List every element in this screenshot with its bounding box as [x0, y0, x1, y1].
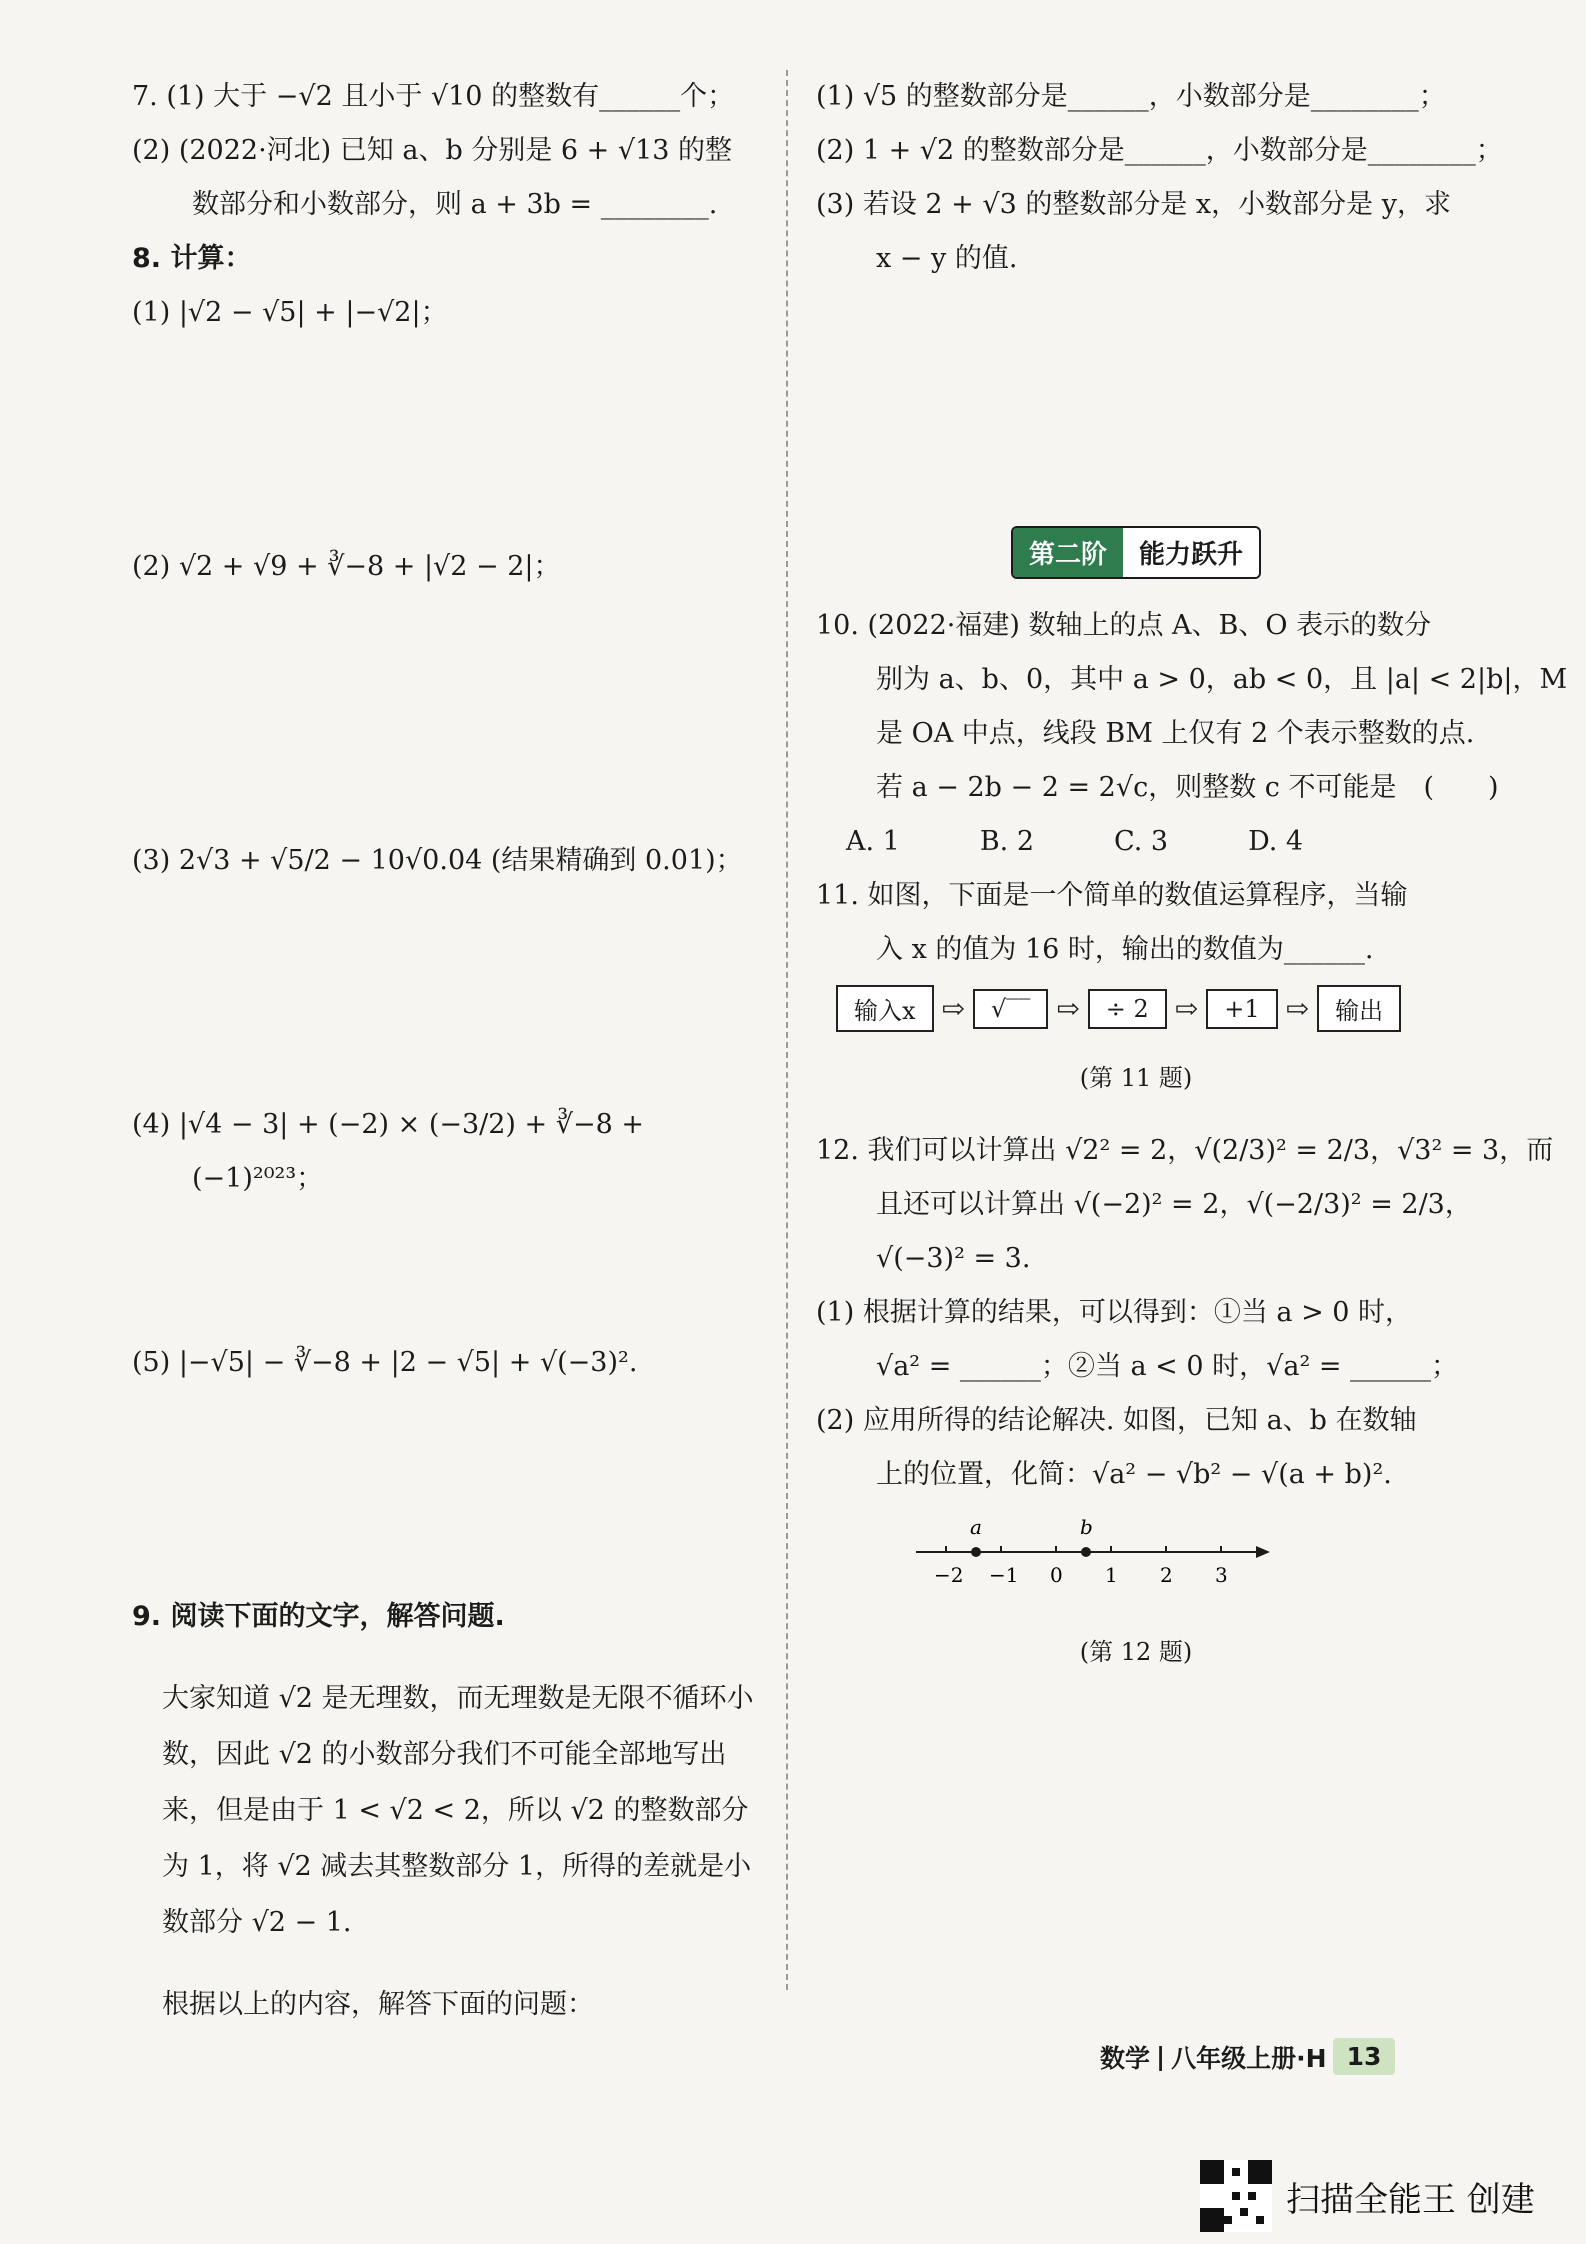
- scanner-watermark: [1200, 2160, 1535, 2232]
- q9-prompt: 根据以上的内容，解答下面的问题：: [162, 1989, 594, 2020]
- arrow-icon: ⇨: [1285, 992, 1310, 1025]
- q12-caption: (第 12 题): [1079, 1638, 1193, 1666]
- q12-part2-line1: (2) 应用所得的结论解决. 如图，已知 a、b 在数轴: [816, 1405, 1417, 1436]
- q10-option-b: B. 2: [979, 826, 1035, 857]
- q8-title: 8. 计算：: [132, 243, 252, 274]
- q8-part4-line2: (−1)²⁰²³；: [192, 1163, 324, 1194]
- tick-label: 2: [1160, 1563, 1173, 1587]
- q8-part2: (2) √2 + √9 + ∛−8 + |√2 − 2|；: [132, 551, 561, 582]
- q7-part2-line1: (2) (2022·河北) 已知 a、b 分别是 6 + √13 的整: [132, 135, 733, 166]
- q9-part3-line1: (3) 若设 2 + √3 的整数部分是 x，小数部分是 y，求: [816, 189, 1451, 220]
- tick-label: 0: [1050, 1563, 1063, 1587]
- q12-line1: 12. 我们可以计算出 √2² = 2，√(2/3)² = 2/3，√3² = 3，而: [816, 1135, 1554, 1166]
- flow-input-box: 输入x: [836, 985, 934, 1032]
- answer-space: [132, 1390, 772, 1590]
- answer-space: [132, 594, 772, 834]
- answer-space: [132, 888, 772, 1098]
- qr-code-icon: [1200, 2160, 1272, 2232]
- q12-part1-line1: (1) 根据计算的结果，可以得到：①当 a > 0 时，: [816, 1297, 1413, 1328]
- q10-line1: 10. (2022·福建) 数轴上的点 A、B、O 表示的数分: [816, 610, 1432, 641]
- answer-space: [132, 340, 772, 540]
- point-a: [971, 1547, 981, 1557]
- q12-line3: √(−3)² = 3.: [876, 1243, 1031, 1274]
- q8-part4-line1: (4) |√4 − 3| + (−2) × (−3/2) + ∛−8 +: [132, 1109, 644, 1140]
- badge-stage: 第二阶: [1013, 528, 1123, 577]
- column-divider: [786, 70, 788, 1990]
- q10-line2: 别为 a、b、0，其中 a > 0，ab < 0，且 |a| < 2|b|，M: [876, 664, 1568, 695]
- tick-label: −2: [934, 1563, 964, 1587]
- section-badge: [816, 526, 1456, 579]
- q9-story: 大家知道 √2 是无理数，而无理数是无限不循环小数，因此 √2 的小数部分我们不可能全部地写出来，但是由于 1 < √2 < 2，所以 √2 的整数部分为 1，将 √2 减去其整数部分 1，所得的差就是小数部分 √2 − 1.: [162, 1683, 754, 1938]
- point-b-label: b: [1080, 1515, 1093, 1539]
- arrow-icon: ⇨: [1174, 992, 1199, 1025]
- q10-option-d: D. 4: [1248, 826, 1304, 857]
- answer-space: [816, 286, 1456, 466]
- footer-separator: |: [1156, 2042, 1166, 2071]
- page-footer: [1100, 2038, 1395, 2075]
- q12-number-line: [906, 1512, 1286, 1602]
- q9-title: 9. 阅读下面的文字，解答问题.: [132, 1601, 505, 1632]
- q10-line4: 若 a − 2b − 2 = 2√c，则整数 c 不可能是 ( ): [876, 772, 1499, 803]
- q11-flowchart: [836, 985, 1456, 1032]
- q11-caption: (第 11 题): [1079, 1064, 1193, 1092]
- answer-space: [132, 1206, 772, 1336]
- tick-label: −1: [989, 1563, 1019, 1587]
- arrow-icon: ⇨: [941, 992, 966, 1025]
- page-number: 13: [1333, 2038, 1396, 2075]
- q10-options: [816, 815, 1456, 869]
- point-b: [1081, 1547, 1091, 1557]
- q12-line2: 且还可以计算出 √(−2)² = 2，√(−2/3)² = 2/3，: [876, 1189, 1472, 1220]
- scanner-text: 扫描全能王 创建: [1286, 2179, 1535, 2220]
- tick-label: 1: [1105, 1563, 1118, 1587]
- flow-sqrt-box: √‾‾: [973, 989, 1048, 1029]
- q11-line1: 11. 如图，下面是一个简单的数值运算程序，当输: [816, 880, 1408, 911]
- q8-part5: (5) |−√5| − ∛−8 + |2 − √5| + √(−3)².: [132, 1347, 638, 1378]
- q10-option-a: A. 1: [846, 826, 900, 857]
- point-a-label: a: [970, 1515, 982, 1539]
- q9-part3-line2: x − y 的值.: [876, 243, 1018, 274]
- footer-grade: 八年级上册·H: [1171, 2043, 1327, 2073]
- q9-part2: (2) 1 + √2 的整数部分是______，小数部分是________；: [816, 135, 1503, 166]
- q10-option-c: C. 3: [1114, 826, 1169, 857]
- flow-plus-box: +1: [1206, 989, 1277, 1029]
- flow-output-box: 输出: [1317, 985, 1401, 1032]
- flow-divide-box: ÷ 2: [1088, 989, 1167, 1029]
- tick-label: 3: [1215, 1563, 1228, 1587]
- q9-part1: (1) √5 的整数部分是______，小数部分是________；: [816, 81, 1446, 112]
- q7-part2-line2: 数部分和小数部分，则 a + 3b = ________.: [192, 189, 718, 220]
- arrow-icon: ⇨: [1056, 992, 1080, 1025]
- left-column: [132, 70, 772, 2032]
- q12-part2-line2: 上的位置，化简：√a² − √b² − √(a + b)².: [876, 1459, 1392, 1490]
- footer-subject: 数学: [1100, 2043, 1151, 2073]
- q7-part1: 7. (1) 大于 −√2 且小于 √10 的整数有______个；: [132, 81, 735, 112]
- q8-part3: (3) 2√3 + √5/2 − 10√0.04 (结果精确到 0.01)；: [132, 845, 743, 876]
- right-column: [816, 70, 1568, 1698]
- number-line-arrow-icon: [1256, 1546, 1270, 1558]
- q10-line3: 是 OA 中点，线段 BM 上仅有 2 个表示整数的点.: [876, 718, 1475, 749]
- q11-line2: 入 x 的值为 16 时，输出的数值为______.: [876, 934, 1374, 965]
- q12-part1-line2: √a² = ______；②当 a < 0 时，√a² = ______；: [876, 1351, 1459, 1382]
- badge-title: 能力跃升: [1123, 528, 1259, 577]
- q8-part1: (1) |√2 − √5| + |−√2|；: [132, 297, 448, 328]
